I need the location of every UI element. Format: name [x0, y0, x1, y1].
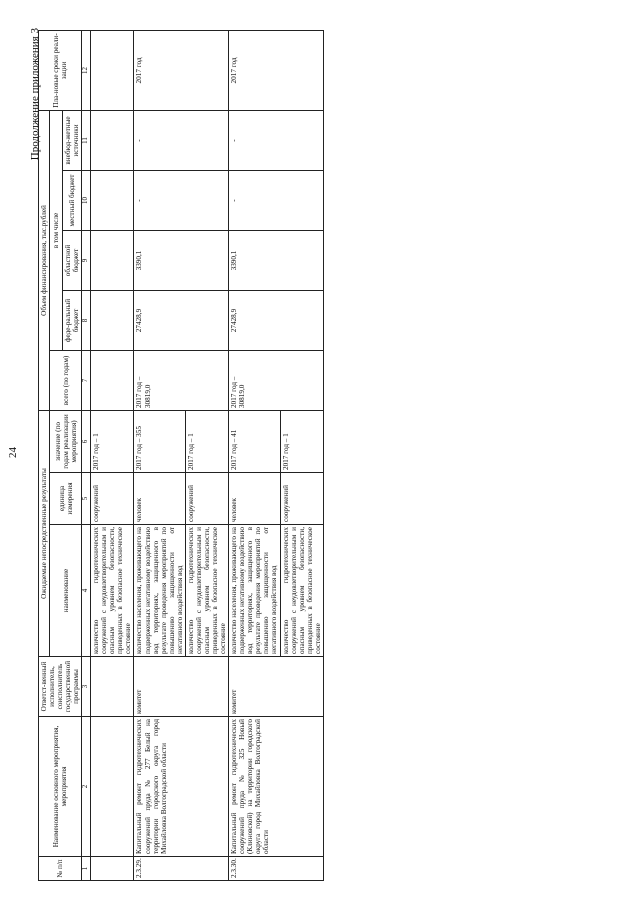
col-number: 2	[82, 717, 91, 857]
row-num: 2.3.29.	[134, 857, 229, 881]
row-result-name: количество гидротехнических сооружений с неудовлетворительным и опасным уровнем безопасности, приведенных в безопасное техническое состояние	[91, 525, 134, 657]
continuation-label: Продолжение приложения 3	[29, 28, 41, 161]
row-federal	[91, 291, 134, 351]
row-name: Капитальный ремонт гидротехнических сооружений пруда № 325 Новый (Клиновской) на территории городского округа город Михайловка Волгоградской области	[229, 717, 324, 857]
col-number: 11	[82, 110, 91, 170]
row-period: 2017 год	[229, 30, 324, 110]
header-result-name: наименование	[50, 525, 82, 657]
page-number: 24	[7, 447, 19, 458]
table-row	[91, 30, 134, 880]
row-local	[91, 171, 134, 231]
row-unit: сооружений	[280, 473, 323, 525]
row-unit: человек	[134, 473, 185, 525]
col-number: 4	[82, 525, 91, 657]
row-responsible: комитет	[134, 657, 229, 717]
row-extra: -	[229, 110, 324, 170]
row-result-name: количество населения, проживающего на подверженных негативному воздействию вод территориях, защищенного в результате проведения мероприятий по повышению защищенности от негативного воздействия вод	[134, 525, 185, 657]
header-value: значение (по годам реализации мероприятия)	[50, 411, 82, 473]
row-extra: -	[134, 110, 229, 170]
header-num: № п/п	[39, 857, 82, 881]
row-period: 2017 год	[134, 30, 229, 110]
row-result-name: количество гидротехнических сооружений с неудовлетворительным и опасным уровнем безопасности, приведенных в безопасное техническое состояние	[280, 525, 323, 657]
row-local: -	[229, 171, 324, 231]
row-unit: сооружений	[185, 473, 228, 525]
col-number: 12	[82, 30, 91, 110]
row-value: 2017 год – 1	[185, 411, 228, 473]
row-value: 2017 год – 355	[134, 411, 185, 473]
col-number: 7	[82, 351, 91, 411]
row-total: 2017 год – 30819,0	[229, 351, 324, 411]
row-total: 2017 год – 30819,0	[134, 351, 229, 411]
col-number: 10	[82, 171, 91, 231]
col-number: 6	[82, 411, 91, 473]
col-number: 9	[82, 231, 91, 291]
col-number: 8	[82, 291, 91, 351]
row-federal: 27428,9	[229, 291, 324, 351]
header-regional: областной бюджет	[63, 231, 82, 291]
row-extra	[91, 110, 134, 170]
row-local: -	[134, 171, 229, 231]
header-funding: Объем финансирования, тыс.рублей	[39, 110, 50, 410]
table-row	[229, 30, 280, 880]
row-num: 2.3.30.	[229, 857, 324, 881]
header-responsible: Ответст-венный исполнитель, соисполнитель государственной программы	[39, 657, 82, 717]
header-local: местный бюджет	[63, 171, 82, 231]
column-number-row	[82, 30, 91, 880]
row-result-name: количество населения, проживающего на подверженных негативному воздействию вод территориях, защищенного в результате проведения мероприятий по повышению защищенности от негативного воздействия вод	[229, 525, 280, 657]
funding-table	[38, 30, 324, 881]
row-value: 2017 год – 1	[280, 411, 323, 473]
header-period: Пла-новые сроки реали-зации	[39, 30, 82, 110]
row-num	[91, 857, 134, 881]
row-period	[91, 30, 134, 110]
header-extra: внебюд-жетные источники	[63, 110, 82, 170]
table-row	[134, 30, 185, 880]
row-responsible	[91, 657, 134, 717]
row-unit: сооружений	[91, 473, 134, 525]
row-name	[91, 717, 134, 857]
row-responsible: комитет	[229, 657, 324, 717]
col-number: 3	[82, 657, 91, 717]
col-number: 1	[82, 857, 91, 881]
header-total: всего (по годам)	[50, 351, 82, 411]
row-regional	[91, 231, 134, 291]
row-federal: 27428,9	[134, 291, 229, 351]
col-number: 5	[82, 473, 91, 525]
header-expected: Ожидаемые непосредственные результаты	[39, 411, 50, 657]
row-regional: 3390,1	[134, 231, 229, 291]
row-value: 2017 год – 1	[91, 411, 134, 473]
header-unit: единица измерения	[50, 473, 82, 525]
row-name: Капитальный ремонт гидротехнических сооружений пруда № 277 Белый на территории городского округа город Михайловка Волгоградской области	[134, 717, 229, 857]
row-unit: человек	[229, 473, 280, 525]
header-row-1	[39, 30, 50, 880]
header-name: Наименование основного мероприятия, мероприятия	[39, 717, 82, 857]
row-total	[91, 351, 134, 411]
row-result-name: количество гидротехнических сооружений с неудовлетворительным и опасным уровнем безопасности, приведенных в безопасное техническое состояние	[185, 525, 228, 657]
row-regional: 3390,1	[229, 231, 324, 291]
header-federal: феде-ральный бюджет	[63, 291, 82, 351]
header-incl: в том числе	[50, 110, 63, 350]
row-value: 2017 год – 41	[229, 411, 280, 473]
